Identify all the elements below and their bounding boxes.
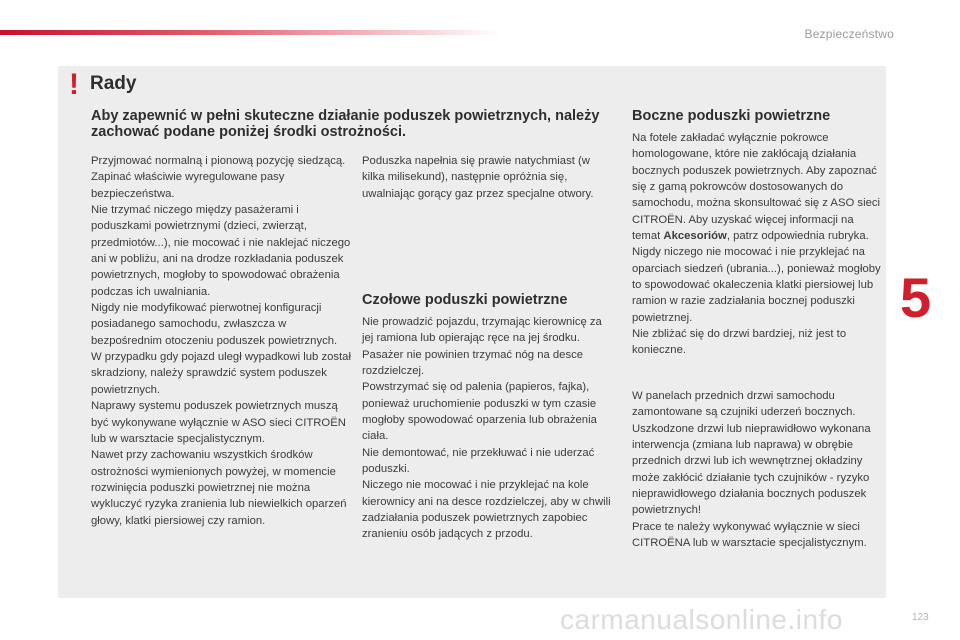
advice-paragraph: Powstrzymać się od palenia (papieros, fajka), ponieważ uruchomienie poduszki w tym czasie mogłoby spowodować oparzenia lub obrażenia ciała. xyxy=(362,381,597,443)
side-sensors-column xyxy=(632,388,886,551)
advice-paragraph: Uszkodzone drzwi lub nieprawidłowo wykonana interwencja (zmiana lub naprawa) w obrębie przednich drzwi lub ich wewnętrznej okładziny może zakłócić działanie tych czujników - ryzyko nieprawidłowego działania bocznych poduszek powietrznych! xyxy=(632,422,871,517)
lead-heading: Aby zapewnić w pełni skuteczne działanie poduszek powietrznych, należy zachować podane poniżej środki ostrożności. xyxy=(91,108,600,140)
advice-paragraph xyxy=(632,130,882,244)
side-airbags-heading: Boczne poduszki powietrzne xyxy=(632,108,831,124)
general-advice-column xyxy=(91,153,353,529)
advice-paragraph: Naprawy systemu poduszek powietrznych muszą być wykonywane wyłącznie w ASO sieci CITROËN lub w warsztacie specjalistycznym. xyxy=(91,400,346,445)
advice-paragraph: Nigdy nie modyfikować pierwotnej konfiguracji posiadanego samochodu, zwłaszcza w bezpośrednim otoczeniu poduszek powietrznych. xyxy=(91,302,338,347)
advice-paragraph: Poduszka napełnia się prawie natychmiast (w kilka milisekund), następnie opróżnia się, uwalniając gorący gaz przez specjalne otwory. xyxy=(362,155,594,200)
advice-paragraph: Zapinać właściwie wyregulowane pasy bezpieczeństwa. xyxy=(91,171,285,200)
advice-paragraph: W panelach przednich drzwi samochodu zamontowane są czujniki uderzeń bocznych. xyxy=(632,390,856,419)
advice-paragraph: Nigdy niczego nie mocować i nie przyklejać na oparciach siedzeń (ubrania...), ponieważ mogłoby to spowodować okaleczenia klatki piersiowej lub ramion w razie zadziałania bocznej poduszki powietrznej. xyxy=(632,246,881,324)
advice-paragraph: Nie trzymać niczego między pasażerami i poduszkami powietrznymi (dzieci, zwierząt, przedmiotów...), nie mocować i nie naklejać niczego ani w pobliżu, ani na drodze rozkładania poduszek powietrznych, mogłoby to spowodować obrażenia podczas ich uwalniania. xyxy=(91,204,351,298)
warning-icon: ! xyxy=(69,68,79,101)
advice-paragraph: Nawet przy zachowaniu wszystkich środków ostrożności wymienionych powyżej, w momencie rozwinięcia poduszki powietrznej nie można wykluczyć ryzyka zranienia lub niewielkich oparzeń głowy, klatki piersiowej czy ramion. xyxy=(91,449,347,527)
advice-paragraph: Nie zbliżać się do drzwi bardziej, niż jest to konieczne. xyxy=(632,328,847,357)
page-number: 123 xyxy=(912,612,929,623)
section-title: Bezpieczeństwo xyxy=(804,27,894,41)
header-accent-bar xyxy=(0,30,500,35)
advice-paragraph: Prace te należy wykonywać wyłącznie w sieci CITROËNA lub w warsztacie specjalistycznym. xyxy=(632,520,867,550)
accessories-link-text: Akcesoriów xyxy=(663,230,727,243)
text-run: Na fotele zakładać wyłącznie pokrowce homologowane, które nie zakłócają działania bocznych poduszek powietrznych. Aby zapoznać się z gamą pokrowców dostosowanych do samochodu, można skonsultować się z ASO sieci CITROËN. Aby uzyskać więcej informacji na temat xyxy=(632,132,881,243)
chapter-number: 5 xyxy=(900,266,932,329)
advice-paragraph: Nie prowadzić pojazdu, trzymając kierownicę za jej ramiona lub opierając ręce na jej środku. xyxy=(362,316,602,345)
front-airbags-heading: Czołowe poduszki powietrzne xyxy=(362,292,568,308)
advice-paragraph: W przypadku gdy pojazd uległ wypadkowi lub został skradziony, należy sprawdzić system poduszek powietrznych. xyxy=(91,351,351,396)
advice-paragraph: Pasażer nie powinien trzymać nóg na desce rozdzielczej. xyxy=(362,348,584,378)
front-airbags-column xyxy=(362,314,612,543)
airbag-inflation-note xyxy=(362,153,612,202)
text-run: , patrz odpowiednia rubryka. xyxy=(726,230,869,243)
side-airbags-column xyxy=(632,130,882,359)
panel-title: Rady xyxy=(90,73,137,94)
watermark: carmanualsonline.info xyxy=(560,604,843,635)
advice-paragraph: Nie demontować, nie przekłuwać i nie uderzać poduszki. xyxy=(362,446,595,476)
advice-paragraph: Niczego nie mocować i nie przyklejać na kole kierownicy ani na desce rozdzielczej, aby w chwili zadziałania poduszek powietrznych zapobiec zranieniu osób jadących z przodu. xyxy=(362,479,611,541)
advice-paragraph: Przyjmować normalną i pionową pozycję siedzącą. xyxy=(91,155,346,167)
